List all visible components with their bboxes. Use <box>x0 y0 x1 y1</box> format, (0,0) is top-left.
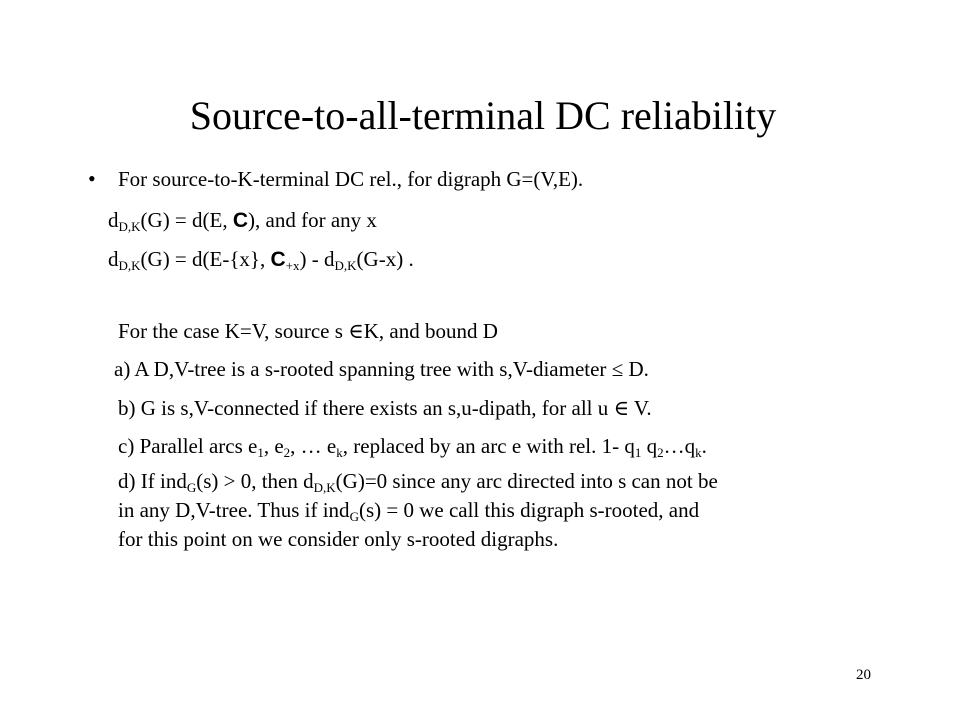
item-d-part: (s) = 0 we call this digraph s-rooted, and <box>358 498 700 522</box>
eq2-text3: (G-x) . <box>356 247 414 271</box>
item-d-sub: G <box>349 509 359 524</box>
eq2-sub1: D,K <box>118 258 141 273</box>
item-c-part: c) Parallel arcs e <box>118 434 258 458</box>
eq1-text1: (G) = d(E, <box>140 208 233 232</box>
item-c-sub: k <box>336 445 343 460</box>
bullet-icon: • <box>88 166 96 191</box>
item-c-sub: 1 <box>257 445 264 460</box>
equation-2 <box>108 246 414 273</box>
eq1-text2: ), and for any x <box>248 208 377 232</box>
item-d-part: d) If ind <box>118 469 187 493</box>
item-d-row-1 <box>118 467 898 496</box>
item-c-part: . <box>701 434 707 458</box>
slide-title: Source-to-all-terminal DC reliability <box>189 93 777 138</box>
item-c-part: …q <box>663 434 696 458</box>
page-number: 20 <box>856 667 871 683</box>
eq2-text2: ) - d <box>299 247 335 271</box>
item-d-sub: G <box>186 480 197 495</box>
eq2-text1: (G) = d(E-{x}, <box>140 247 271 271</box>
item-d <box>118 467 898 554</box>
item-d-row-3: for this point on we consider only s-rooted digraphs. <box>118 527 559 551</box>
eq1-script-c: C <box>232 209 249 232</box>
item-c-sub: 2 <box>657 445 664 460</box>
item-c-part: , e <box>263 434 284 458</box>
eq2-sub2: D,K <box>334 258 357 273</box>
equation-1 <box>108 207 377 234</box>
eq1-sub: D,K <box>118 219 141 234</box>
eq2-sub-plusx: +x <box>285 258 300 273</box>
item-c-part: , … e <box>290 434 337 458</box>
eq2-d: d <box>108 247 119 271</box>
item-d-part: (G)=0 since any arc directed into s can not be <box>335 469 718 493</box>
item-c-sub: 2 <box>283 445 291 460</box>
item-c-sub: 1 <box>634 445 642 460</box>
item-c-part: , replaced by an arc e with rel. 1- q <box>342 434 635 458</box>
item-d-part: (s) > 0, then d <box>196 469 314 493</box>
item-d-row-2 <box>118 496 898 525</box>
bullet-text: For source-to-K-terminal DC rel., for digraph G=(V,E). <box>118 167 584 191</box>
eq2-script-c: C <box>270 248 286 271</box>
item-d-part: in any D,V-tree. Thus if ind <box>118 498 350 522</box>
item-d-sub: D,K <box>313 480 336 495</box>
item-c-part: q <box>641 434 658 458</box>
item-b: b) G is s,V-connected if there exists an s,u-dipath, for all u ∈ V. <box>118 396 652 420</box>
item-c-sub: k <box>695 445 702 460</box>
case-line: For the case K=V, source s ∈K, and bound D <box>118 319 498 343</box>
item-c <box>118 433 707 459</box>
item-a: a) A D,V-tree is a s-rooted spanning tree with s,V-diameter ≤ D. <box>114 357 649 381</box>
eq1-d: d <box>108 208 119 232</box>
